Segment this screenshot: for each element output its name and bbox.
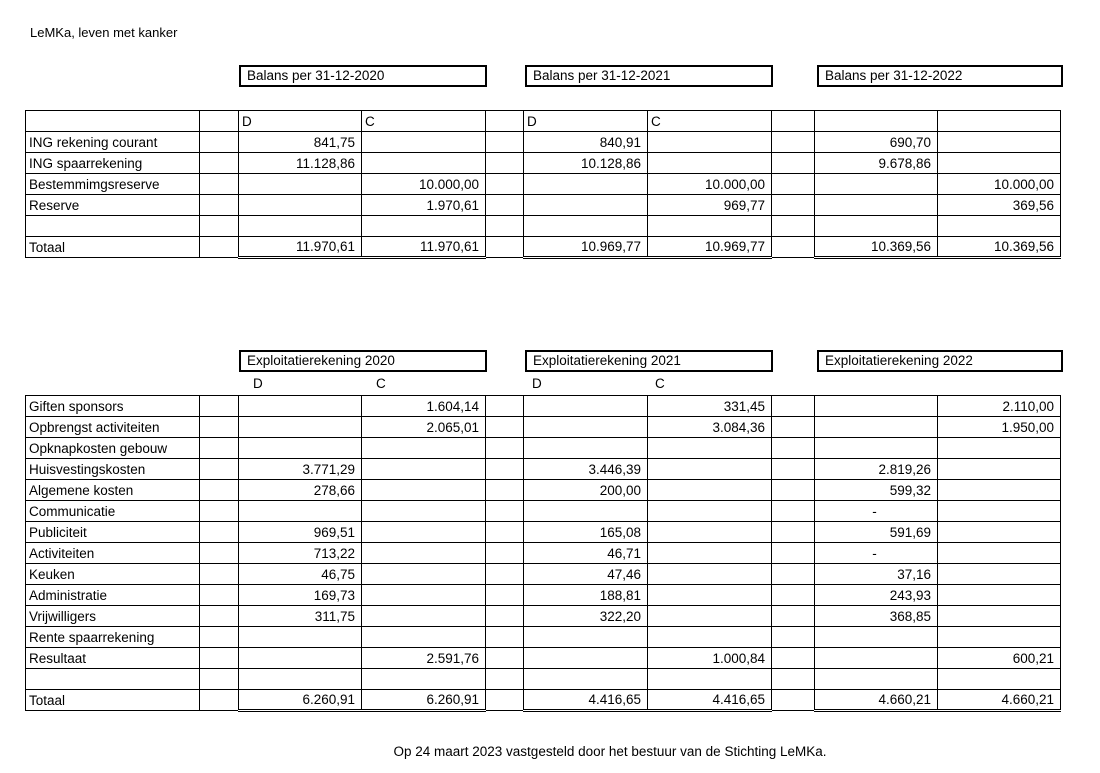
debit-value (815, 396, 938, 417)
debit-value: 46,75 (239, 564, 362, 585)
debit-value (524, 417, 648, 438)
credit-header-cell (938, 111, 1061, 132)
credit-value (648, 522, 772, 543)
spacer-cell (200, 195, 239, 216)
spacer-cell (200, 543, 239, 564)
spacer-cell (772, 606, 815, 627)
credit-value: 10.000,00 (938, 174, 1061, 195)
table-row (26, 480, 1061, 501)
debit-value (239, 648, 362, 669)
credit-value: 6.260,91 (362, 690, 486, 711)
spacer-cell (200, 501, 239, 522)
row-label: Opbrengst activiteiten (26, 417, 200, 438)
debit-value: - (815, 501, 938, 522)
spacer-cell (486, 543, 524, 564)
credit-value: 331,45 (648, 396, 772, 417)
debit-value (239, 417, 362, 438)
credit-value (362, 153, 486, 174)
spacer-cell (200, 606, 239, 627)
spacer-cell (486, 396, 524, 417)
debit-value: 4.660,21 (815, 690, 938, 711)
credit-value (648, 480, 772, 501)
table-row (26, 522, 1061, 543)
table-row (26, 195, 1061, 216)
credit-value (938, 585, 1061, 606)
credit-value: 1.970,61 (362, 195, 486, 216)
spacer-cell (772, 174, 815, 195)
debit-value (239, 627, 362, 648)
table-row (26, 153, 1061, 174)
spacer-cell (200, 216, 239, 237)
credit-value: 600,21 (938, 648, 1061, 669)
debit-value: 3.771,29 (239, 459, 362, 480)
debit-value: 37,16 (815, 564, 938, 585)
credit-value: 10.369,56 (938, 237, 1061, 258)
table-row (26, 564, 1061, 585)
row-label: Keuken (26, 564, 200, 585)
credit-value: 1.604,14 (362, 396, 486, 417)
credit-value (648, 438, 772, 459)
debit-value (524, 174, 648, 195)
table-row (26, 669, 1061, 690)
credit-value: 4.416,65 (648, 690, 772, 711)
spacer-cell (486, 417, 524, 438)
row-label: Opknapkosten gebouw (26, 438, 200, 459)
credit-value: 969,77 (648, 195, 772, 216)
credit-value (938, 627, 1061, 648)
credit-value (938, 606, 1061, 627)
credit-header-cell: C (362, 111, 486, 132)
debit-value (524, 216, 648, 237)
organisation-title: LeMKa, leven met kanker (30, 25, 178, 40)
spacer-cell (486, 153, 524, 174)
credit-value (938, 216, 1061, 237)
spacer-cell (486, 522, 524, 543)
spacer-cell (486, 237, 524, 258)
spacer-cell (200, 564, 239, 585)
table-row (26, 216, 1061, 237)
spacer-cell (200, 585, 239, 606)
balans-header-2021: Balans per 31-12-2021 (525, 65, 773, 87)
debit-value (239, 438, 362, 459)
debit-value: 3.446,39 (524, 459, 648, 480)
credit-value (938, 522, 1061, 543)
table-row (26, 627, 1061, 648)
spacer-cell (772, 501, 815, 522)
spacer-cell (486, 627, 524, 648)
credit-value (648, 501, 772, 522)
debit-value: 2.819,26 (815, 459, 938, 480)
debit-value (239, 174, 362, 195)
spacer-cell (772, 459, 815, 480)
balans-header-2020: Balans per 31-12-2020 (239, 65, 487, 87)
credit-value (362, 480, 486, 501)
row-label: Resultaat (26, 648, 200, 669)
spacer-cell (200, 522, 239, 543)
credit-value (362, 459, 486, 480)
spacer-cell (200, 459, 239, 480)
spacer-cell (486, 195, 524, 216)
table-row (26, 543, 1061, 564)
credit-value (938, 564, 1061, 585)
table-row (26, 606, 1061, 627)
debit-header-cell: D (524, 111, 648, 132)
spacer-cell (772, 195, 815, 216)
row-label: Communicatie (26, 501, 200, 522)
debit-value (524, 669, 648, 690)
debit-value: 9.678,86 (815, 153, 938, 174)
debit-value: 322,20 (524, 606, 648, 627)
debit-value: 840,91 (524, 132, 648, 153)
row-label: Algemene kosten (26, 480, 200, 501)
spacer-cell (200, 627, 239, 648)
debit-value: 6.260,91 (239, 690, 362, 711)
spacer-cell (772, 648, 815, 669)
exploitatie-2020-d-label: D (253, 376, 263, 391)
exploitatie-2021-c-label: C (655, 376, 665, 391)
credit-value: 4.660,21 (938, 690, 1061, 711)
credit-value (648, 627, 772, 648)
row-label: Administratie (26, 585, 200, 606)
credit-value: 2.065,01 (362, 417, 486, 438)
spacer-cell (772, 417, 815, 438)
debit-value (239, 501, 362, 522)
debit-value: - (815, 543, 938, 564)
credit-value (648, 606, 772, 627)
row-label: Publiciteit (26, 522, 200, 543)
spacer-cell (486, 216, 524, 237)
spacer-cell (486, 174, 524, 195)
debit-value: 10.128,86 (524, 153, 648, 174)
spacer-cell (200, 153, 239, 174)
credit-value (362, 585, 486, 606)
row-label (26, 216, 200, 237)
spacer-cell (772, 543, 815, 564)
spacer-cell (486, 459, 524, 480)
debit-value (524, 648, 648, 669)
credit-value (938, 438, 1061, 459)
credit-value (362, 216, 486, 237)
credit-value: 1.950,00 (938, 417, 1061, 438)
debit-value (815, 417, 938, 438)
credit-value (938, 459, 1061, 480)
debit-value (239, 396, 362, 417)
debit-value (524, 396, 648, 417)
credit-value: 369,56 (938, 195, 1061, 216)
spacer-cell (200, 690, 239, 711)
debit-value (815, 669, 938, 690)
spacer-cell (486, 690, 524, 711)
exploitatie-header-2020: Exploitatierekening 2020 (239, 350, 487, 372)
balans-header-2022: Balans per 31-12-2022 (817, 65, 1063, 87)
spacer-cell (486, 585, 524, 606)
credit-value: 2.591,76 (362, 648, 486, 669)
table-row (26, 417, 1061, 438)
debit-value: 200,00 (524, 480, 648, 501)
spacer-cell (772, 669, 815, 690)
row-label: Giften sponsors (26, 396, 200, 417)
spacer-cell (200, 174, 239, 195)
spacer-cell (772, 522, 815, 543)
spacer-cell (772, 111, 815, 132)
table-row (26, 648, 1061, 669)
footer-note: Op 24 maart 2023 vastgesteld door het bestuur van de Stichting LeMKa. (393, 744, 827, 759)
table-row (26, 396, 1061, 417)
row-label: Vrijwilligers (26, 606, 200, 627)
exploitatie-2021-d-label: D (532, 376, 542, 391)
debit-value: 311,75 (239, 606, 362, 627)
spacer-cell (200, 417, 239, 438)
credit-value (938, 480, 1061, 501)
debit-value: 591,69 (815, 522, 938, 543)
credit-value (648, 585, 772, 606)
label-cell (26, 111, 200, 132)
debit-value: 841,75 (239, 132, 362, 153)
credit-value (938, 543, 1061, 564)
debit-value (524, 195, 648, 216)
total-row (26, 237, 1061, 258)
row-label: Huisvestingskosten (26, 459, 200, 480)
credit-header-cell: C (648, 111, 772, 132)
credit-value: 10.969,77 (648, 237, 772, 258)
debit-value (815, 627, 938, 648)
credit-value (362, 438, 486, 459)
row-label: Activiteiten (26, 543, 200, 564)
debit-value: 278,66 (239, 480, 362, 501)
spacer-cell (200, 480, 239, 501)
spacer-cell (486, 606, 524, 627)
row-label: ING rekening courant (26, 132, 200, 153)
debit-header-cell: D (239, 111, 362, 132)
row-label: ING spaarrekening (26, 153, 200, 174)
credit-value (648, 669, 772, 690)
spacer-cell (772, 585, 815, 606)
credit-value (648, 132, 772, 153)
table-row (26, 585, 1061, 606)
spacer-cell (200, 438, 239, 459)
debit-value: 10.969,77 (524, 237, 648, 258)
total-row (26, 690, 1061, 711)
table-row (26, 174, 1061, 195)
credit-value (648, 216, 772, 237)
exploitatie-header-2022: Exploitatierekening 2022 (817, 350, 1063, 372)
spacer-cell (200, 237, 239, 258)
spacer-cell (772, 396, 815, 417)
spacer-cell (772, 153, 815, 174)
debit-header-cell (815, 111, 938, 132)
spacer-cell (200, 669, 239, 690)
debit-value: 690,70 (815, 132, 938, 153)
credit-value (362, 669, 486, 690)
row-label: Totaal (26, 237, 200, 258)
credit-value (938, 669, 1061, 690)
debit-value: 11.128,86 (239, 153, 362, 174)
spacer-cell (486, 480, 524, 501)
row-label: Rente spaarrekening (26, 627, 200, 648)
spacer-cell (772, 564, 815, 585)
credit-value: 10.000,00 (362, 174, 486, 195)
debit-value: 969,51 (239, 522, 362, 543)
spacer-cell (200, 648, 239, 669)
credit-value: 3.084,36 (648, 417, 772, 438)
row-label: Totaal (26, 690, 200, 711)
debit-value: 11.970,61 (239, 237, 362, 258)
credit-value (362, 522, 486, 543)
debit-value: 368,85 (815, 606, 938, 627)
debit-value: 188,81 (524, 585, 648, 606)
debit-value: 10.369,56 (815, 237, 938, 258)
spacer-cell (772, 690, 815, 711)
spacer-cell (772, 216, 815, 237)
spacer-cell (200, 111, 239, 132)
debit-value (239, 216, 362, 237)
dc-header-row (26, 111, 1061, 132)
exploitatie-2020-c-label: C (376, 376, 386, 391)
debit-value (815, 195, 938, 216)
spacer-cell (772, 237, 815, 258)
credit-value (362, 501, 486, 522)
credit-value (648, 543, 772, 564)
debit-value: 169,73 (239, 585, 362, 606)
table-row (26, 438, 1061, 459)
spacer-cell (200, 132, 239, 153)
spacer-cell (486, 501, 524, 522)
exploitatie-table (25, 395, 1061, 712)
spacer-cell (486, 111, 524, 132)
credit-value: 1.000,84 (648, 648, 772, 669)
row-label: Bestemmimgsreserve (26, 174, 200, 195)
debit-value: 4.416,65 (524, 690, 648, 711)
table-row (26, 132, 1061, 153)
debit-value (524, 438, 648, 459)
debit-value (815, 174, 938, 195)
spacer-cell (772, 480, 815, 501)
credit-value (938, 132, 1061, 153)
spacer-cell (772, 627, 815, 648)
debit-value (524, 627, 648, 648)
debit-value: 46,71 (524, 543, 648, 564)
table-row (26, 459, 1061, 480)
spacer-cell (486, 438, 524, 459)
credit-value: 2.110,00 (938, 396, 1061, 417)
credit-value (362, 132, 486, 153)
spacer-cell (772, 438, 815, 459)
debit-value: 713,22 (239, 543, 362, 564)
row-label: Reserve (26, 195, 200, 216)
debit-value: 165,08 (524, 522, 648, 543)
table-row (26, 501, 1061, 522)
balans-table (25, 110, 1061, 259)
credit-value: 11.970,61 (362, 237, 486, 258)
debit-value: 47,46 (524, 564, 648, 585)
credit-value (648, 459, 772, 480)
debit-value: 243,93 (815, 585, 938, 606)
debit-value (815, 216, 938, 237)
credit-value (648, 564, 772, 585)
credit-value (362, 564, 486, 585)
debit-value (815, 648, 938, 669)
row-label (26, 669, 200, 690)
credit-value (648, 153, 772, 174)
debit-value: 599,32 (815, 480, 938, 501)
exploitatie-header-2021: Exploitatierekening 2021 (525, 350, 773, 372)
spacer-cell (486, 132, 524, 153)
spacer-cell (486, 669, 524, 690)
credit-value (938, 153, 1061, 174)
spacer-cell (486, 564, 524, 585)
credit-value: 10.000,00 (648, 174, 772, 195)
debit-value (524, 501, 648, 522)
spacer-cell (200, 396, 239, 417)
credit-value (362, 606, 486, 627)
credit-value (938, 501, 1061, 522)
spacer-cell (486, 648, 524, 669)
debit-value (239, 195, 362, 216)
debit-value (815, 438, 938, 459)
credit-value (362, 627, 486, 648)
debit-value (239, 669, 362, 690)
credit-value (362, 543, 486, 564)
spacer-cell (772, 132, 815, 153)
